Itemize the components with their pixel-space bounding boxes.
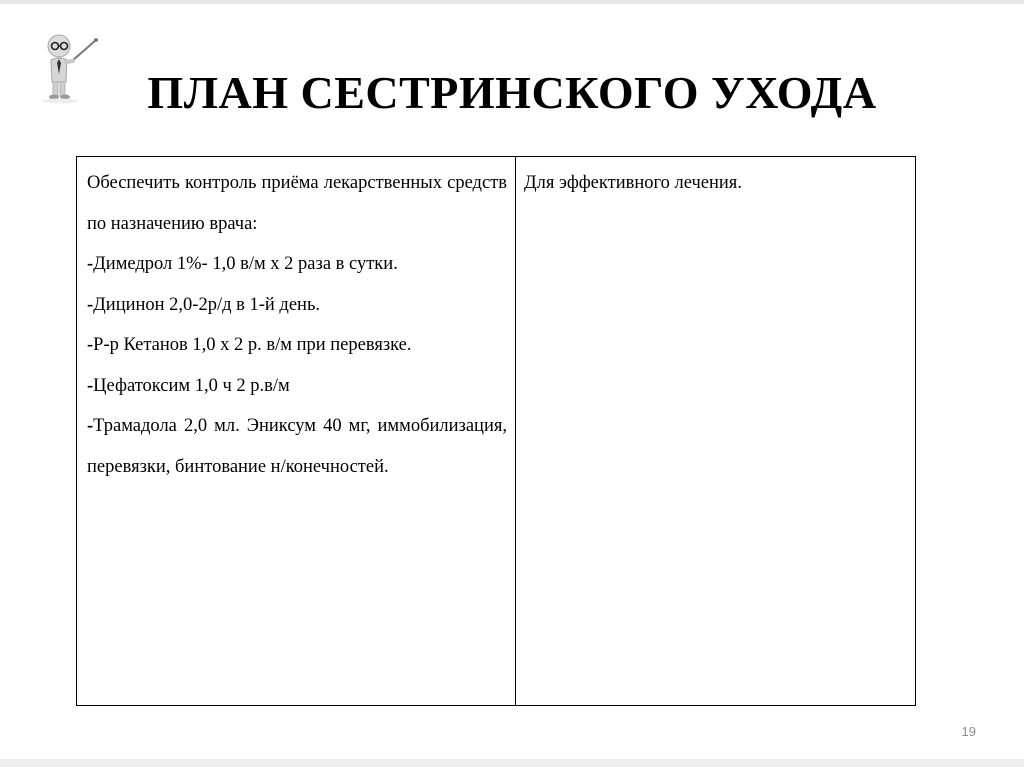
slide-title: ПЛАН СЕСТРИНСКОГО УХОДА <box>147 67 877 118</box>
item-text: Цефатоксим 1,0 ч 2 р.в/м <box>93 375 290 396</box>
item-dash: - <box>87 294 94 315</box>
medication-item <box>87 406 507 487</box>
item-text: Р-р Кетанов 1,0 х 2 р. в/м при перевязке. <box>93 335 412 355</box>
intervention-cell <box>77 157 516 706</box>
medication-item <box>87 285 507 326</box>
item-dash: - <box>87 254 94 274</box>
item-text: Трамадола 2,0 мл. Эниксум 40 мг, иммобилизация, перевязки, бинтование н/конечностей. <box>87 416 507 477</box>
care-plan-table <box>76 156 916 706</box>
intervention-intro: Обеспечить контроль приёма лекарственных средств по назначению врача: <box>87 173 507 234</box>
table-row <box>77 157 916 706</box>
motivation-text: Для эффективного лечения. <box>524 173 742 193</box>
medication-item <box>87 325 507 366</box>
item-text: Димедрол 1%- 1,0 в/м х 2 раза в сутки. <box>93 254 398 274</box>
top-rule <box>0 0 1024 4</box>
slide-number: 19 <box>961 724 976 739</box>
medication-item <box>87 366 507 407</box>
item-dash: - <box>87 416 94 436</box>
item-dash: - <box>87 375 94 396</box>
motivation-cell <box>516 157 916 706</box>
bottom-rule <box>0 759 1024 767</box>
item-text: Дицинон 2,0-2р/д в 1-й день. <box>93 294 321 315</box>
item-dash: - <box>87 335 94 355</box>
medication-item <box>87 244 507 285</box>
